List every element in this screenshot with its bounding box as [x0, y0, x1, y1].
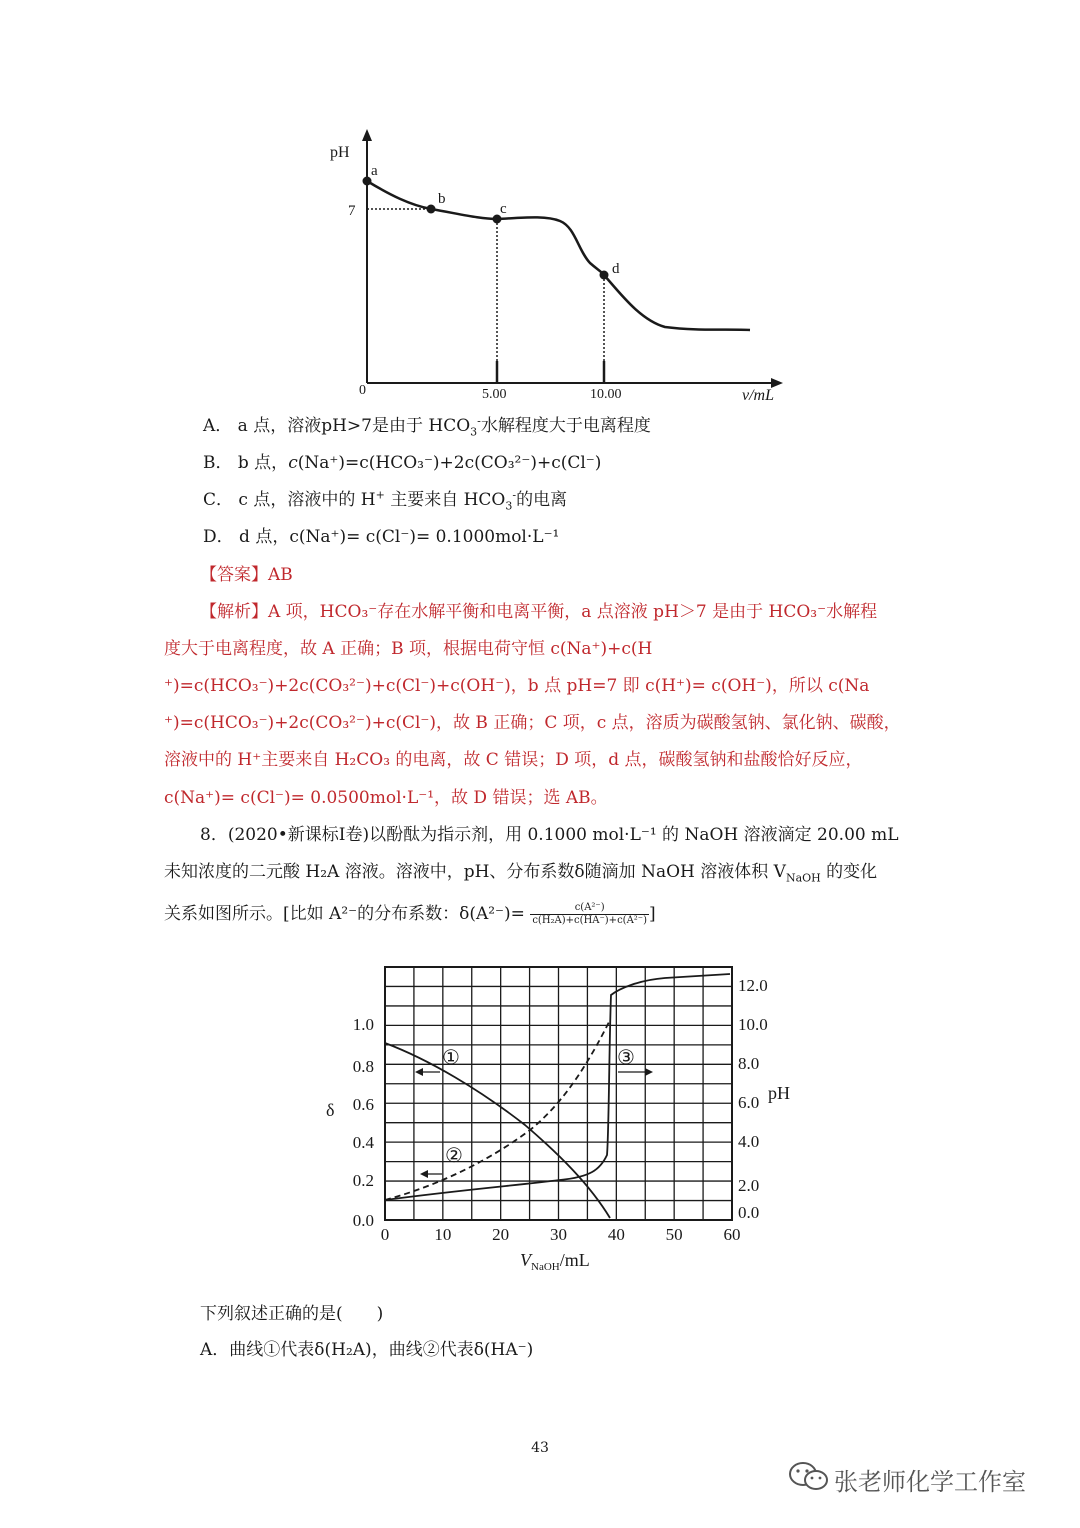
- figure2-arrow-2-head: [420, 1170, 428, 1178]
- option-a-lead: A． a 点，溶液pH>7是由于 HCO: [203, 416, 471, 436]
- answer-line: [200, 563, 293, 587]
- figure2-curve-3: [385, 974, 730, 1200]
- option-c: [203, 488, 567, 512]
- option-b-expr: (Na⁺)=c(HCO₃⁻)+2c(CO₃²⁻)+c(Cl⁻): [297, 453, 602, 473]
- figure2-right-tick: 4.0: [738, 1132, 760, 1151]
- figure2-arrow-3-head: [645, 1068, 653, 1076]
- figure1-tick-5: 5.00: [482, 387, 507, 402]
- option-c-lead: C． c 点，溶液中的 H: [203, 490, 376, 510]
- wechat-icon: [788, 1460, 830, 1494]
- figure2-x-tick: 30: [550, 1225, 567, 1244]
- figure2-curve-1: [385, 1043, 610, 1218]
- option-a-tail: 水解程度大于电离程度: [480, 416, 651, 436]
- fraction-numerator: c(A²⁻): [530, 902, 649, 915]
- fraction-denominator: c(H₂A)+c(HA⁻)+c(A²⁻): [532, 915, 647, 926]
- q8-line-3-text: 关系如图所示。[比如 A²⁻的分布系数：δ(A²⁻)=: [164, 904, 525, 924]
- figure2-left-tick: 0.4: [352, 1133, 374, 1152]
- figure1-point-b-dot: [427, 205, 436, 214]
- option-c-sup1: +: [375, 488, 385, 502]
- analysis-line-4: ⁺)=c(HCO₃⁻)+2c(CO₃²⁻)+c(Cl⁻)，故 B 正确；C 项，c 点，溶质为碳酸氢钠、氯化钠、碳酸，: [164, 713, 901, 733]
- option-d-lead: D． d 点，: [203, 527, 290, 547]
- figure2-arrow-1-head: [415, 1068, 423, 1076]
- watermark-text: 张老师化学工作室: [834, 1468, 1026, 1496]
- answer-label: 【答案】: [200, 565, 268, 585]
- figure2-x-tick: 40: [607, 1225, 625, 1244]
- option-c-sub: 3: [505, 499, 513, 513]
- figure1-tick-7: 7: [348, 203, 356, 219]
- option-c-sup2: -: [512, 488, 517, 502]
- figure1-point-b-label: b: [438, 191, 446, 207]
- figure2-left-tick: 0.6: [352, 1095, 374, 1114]
- figure1-y-axis-arrow: [362, 129, 372, 141]
- q8-stem: 下列叙述正确的是( ): [200, 1304, 384, 1324]
- figure2-left-tick: 0.8: [352, 1057, 374, 1076]
- figure1-point-a-label: a: [371, 163, 378, 179]
- q8-line-2-text: 未知浓度的二元酸 H₂A 溶液。溶液中，pH、分布系数δ随滴加 NaOH 溶液体积 V: [164, 862, 786, 882]
- analysis-line-5: 溶液中的 H⁺主要来自 H₂CO₃ 的电离，故 C 错误；D 项，d 点，碳酸氢钠和盐酸恰好反应，: [164, 750, 863, 770]
- option-a-sub: 3: [470, 425, 478, 439]
- figure2-right-axis-label: pH: [768, 1083, 790, 1103]
- figure2-curve-3-label: ③: [617, 1047, 635, 1069]
- analysis-line-3: ⁺)=c(HCO₃⁻)+2c(CO₃²⁻)+c(Cl⁻)+c(OH⁻)，b 点 pH=7 即 c(H⁺)= c(OH⁻)，所以 c(Na: [164, 676, 870, 696]
- figure2-right-tick: 2.0: [738, 1176, 760, 1195]
- option-d-expr: c(Na⁺)= c(Cl⁻)= 0.1000mol·L⁻¹: [289, 527, 560, 547]
- figure2-right-tick: 6.0: [738, 1093, 760, 1112]
- figure1-y-axis-label: pH: [330, 144, 350, 161]
- titration-curve-figure-1: [320, 125, 800, 410]
- distribution-fraction: [530, 902, 649, 927]
- figure2-right-tick: 8.0: [738, 1054, 760, 1073]
- figure2-x-tick: 50: [665, 1225, 683, 1244]
- distribution-ph-figure-2: [320, 960, 800, 1280]
- figure1-point-d-dot: [600, 271, 609, 280]
- answer-value: AB: [268, 565, 293, 585]
- figure1-point-d-label: d: [612, 261, 620, 277]
- q8-line-2-sub: NaOH: [785, 871, 821, 885]
- figure2-curve-2-label: ②: [445, 1145, 463, 1167]
- option-b: B． b 点，c(Na⁺)=c(HCO₃⁻)+2c(CO₃²⁻)+c(Cl⁻): [203, 453, 602, 473]
- analysis-line-2: 度大于电离程度，故 A 正确；B 项，根据电荷守恒 c(Na⁺)+c(H: [164, 639, 653, 659]
- figure2-right-tick: 0.0: [738, 1203, 760, 1222]
- analysis-line-1: [200, 600, 877, 624]
- figure1-x-axis-label: v/mL: [742, 387, 774, 404]
- q8-line-2-tail: 的变化: [820, 862, 878, 882]
- option-d: [203, 525, 559, 549]
- figure2-right-tick: 10.0: [738, 1015, 768, 1034]
- q8-bracket-close: ]: [648, 904, 656, 924]
- option-a: [203, 414, 651, 438]
- figure2-left-tick: 0.2: [352, 1171, 374, 1190]
- q8-option-a: A．曲线①代表δ(H₂A)，曲线②代表δ(HA⁻): [200, 1340, 534, 1360]
- figure1-point-c-label: c: [500, 201, 507, 217]
- figure2-x-tick: 60: [723, 1225, 741, 1244]
- figure2-left-tick: 1.0: [352, 1015, 374, 1034]
- figure2-x-axis-label: [520, 1250, 590, 1273]
- q8-line-2: [164, 860, 877, 884]
- figure2-left-tick: 0.0: [352, 1211, 374, 1230]
- figure2-x-tick: 10: [434, 1225, 452, 1244]
- analysis-label: 【解析】: [200, 602, 268, 622]
- figure2-x-tick: 0: [380, 1225, 390, 1244]
- analysis-text-1: A 项，HCO₃⁻存在水解平衡和电离平衡，a 点溶液 pH＞7 是由于 HCO₃⁻水解程: [268, 602, 878, 622]
- figure2-x-axis-v: V: [520, 1250, 531, 1270]
- figure2-left-axis-label: δ: [326, 1100, 335, 1120]
- page-number: 43: [531, 1440, 549, 1456]
- figure2-right-tick: 12.0: [738, 976, 768, 995]
- q8-line-1: 8．(2020•新课标Ⅰ卷)以酚酞为指示剂，用 0.1000 mol·L⁻¹ 的 NaOH 溶液滴定 20.00 mL: [200, 825, 899, 845]
- figure1-tick-10: 10.00: [590, 387, 622, 402]
- analysis-line-6: c(Na⁺)= c(Cl⁻)= 0.0500mol·L⁻¹，故 D 错误；选 AB。: [164, 788, 608, 808]
- option-c-mid: 主要来自 HCO: [384, 490, 506, 510]
- q8-line-3: [164, 902, 656, 927]
- option-b-lead: B． b 点，: [203, 453, 289, 473]
- option-c-tail: 的电离: [516, 490, 568, 510]
- figure2-curve-1-label: ①: [442, 1047, 460, 1069]
- option-a-sup: -: [477, 414, 481, 428]
- figure2-x-axis-unit: /mL: [559, 1250, 590, 1270]
- figure2-x-axis-sub: NaOH: [531, 1261, 560, 1273]
- figure2-x-tick: 20: [492, 1225, 510, 1244]
- figure1-origin: 0: [359, 383, 366, 398]
- figure1-titration-curve: [367, 181, 750, 330]
